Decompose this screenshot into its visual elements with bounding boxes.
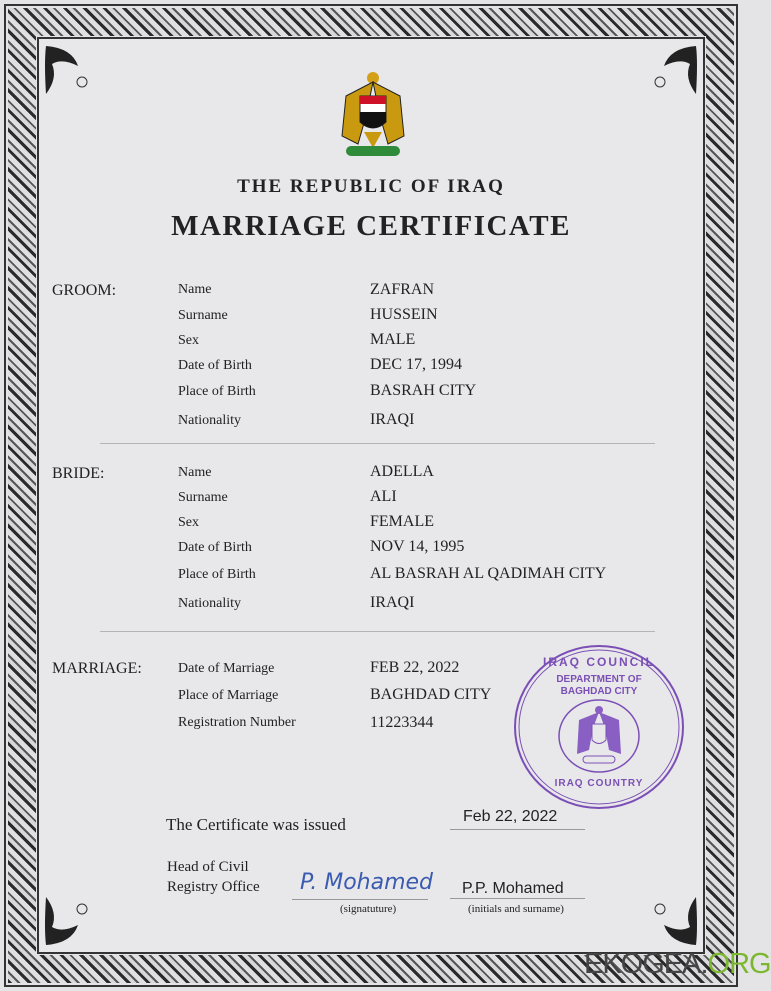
stamp-top-text: IRAQ COUNCIL	[543, 655, 655, 669]
corner-ornament-icon	[644, 42, 700, 98]
bride-name-value: ADELLA	[370, 463, 434, 480]
watermark	[584, 948, 771, 981]
official-stamp	[513, 644, 685, 810]
marriage-section-label: MARRIAGE:	[52, 660, 142, 677]
groom-section-label: GROOM:	[52, 282, 117, 299]
office-line-2: Registry Office	[167, 879, 260, 895]
groom-dob-label: Date of Birth	[178, 358, 252, 373]
groom-sex-label: Sex	[178, 333, 199, 348]
groom-name-label: Name	[178, 282, 212, 297]
name-line	[450, 898, 585, 899]
corner-ornament-icon	[644, 893, 700, 949]
section-divider	[100, 631, 655, 632]
bride-dob-value: NOV 14, 1995	[370, 538, 465, 555]
stamp-bottom-text: IRAQ COUNTRY	[554, 778, 644, 789]
watermark-main: EKOGEA.	[584, 948, 708, 980]
republic-heading: THE REPUBLIC OF IRAQ	[237, 176, 505, 197]
groom-pob-label: Place of Birth	[178, 384, 256, 399]
bride-pob-label: Place of Birth	[178, 567, 256, 582]
bride-surname-value: ALI	[370, 488, 397, 505]
bride-name-label: Name	[178, 465, 212, 480]
corner-ornament-icon	[42, 893, 98, 949]
stamp-eagle-icon	[577, 706, 621, 763]
marriage-date-value: FEB 22, 2022	[370, 659, 460, 676]
marriage-place-label: Place of Marriage	[178, 688, 279, 703]
stamp-middle-text: DEPARTMENT OF BAGHDAD CITY	[556, 674, 642, 697]
section-divider	[100, 443, 655, 444]
name-caption: (initials and surname)	[468, 903, 564, 915]
signature: P. Mohamed	[300, 870, 434, 895]
iraq-eagle-emblem-icon	[338, 66, 408, 160]
groom-surname-value: HUSSEIN	[370, 306, 438, 323]
groom-dob-value: DEC 17, 1994	[370, 356, 462, 373]
bride-nationality-label: Nationality	[178, 596, 241, 611]
certificate-title: MARRIAGE CERTIFICATE	[171, 210, 571, 242]
groom-surname-label: Surname	[178, 308, 228, 323]
corner-ornament-icon	[42, 42, 98, 98]
groom-nationality-label: Nationality	[178, 413, 241, 428]
bride-dob-label: Date of Birth	[178, 540, 252, 555]
date-line	[450, 829, 585, 830]
bride-section-label: BRIDE:	[52, 465, 105, 482]
signature-caption: (signatuture)	[340, 903, 397, 915]
registration-number-value: 11223344	[370, 714, 434, 731]
groom-pob-value: BASRAH CITY	[370, 382, 477, 399]
groom-nationality-value: IRAQI	[370, 411, 415, 428]
watermark-suffix: ORG	[707, 948, 771, 980]
bride-surname-label: Surname	[178, 490, 228, 505]
signature-line	[292, 899, 428, 900]
groom-name-value: ZAFRAN	[370, 281, 435, 298]
marriage-date-label: Date of Marriage	[178, 661, 275, 676]
bride-pob-value: AL BASRAH AL QADIMAH CITY	[370, 565, 607, 582]
issued-date: Feb 22, 2022	[463, 808, 558, 825]
office-line-1: Head of Civil	[167, 859, 249, 875]
registration-number-label: Registration Number	[178, 715, 296, 730]
bride-nationality-value: IRAQI	[370, 594, 415, 611]
official-name: P.P. Mohamed	[462, 880, 564, 897]
bride-sex-value: FEMALE	[370, 513, 434, 530]
groom-sex-value: MALE	[370, 331, 416, 348]
bride-sex-label: Sex	[178, 515, 199, 530]
marriage-place-value: BAGHDAD CITY	[370, 686, 492, 703]
issued-label: The Certificate was issued	[166, 815, 346, 834]
